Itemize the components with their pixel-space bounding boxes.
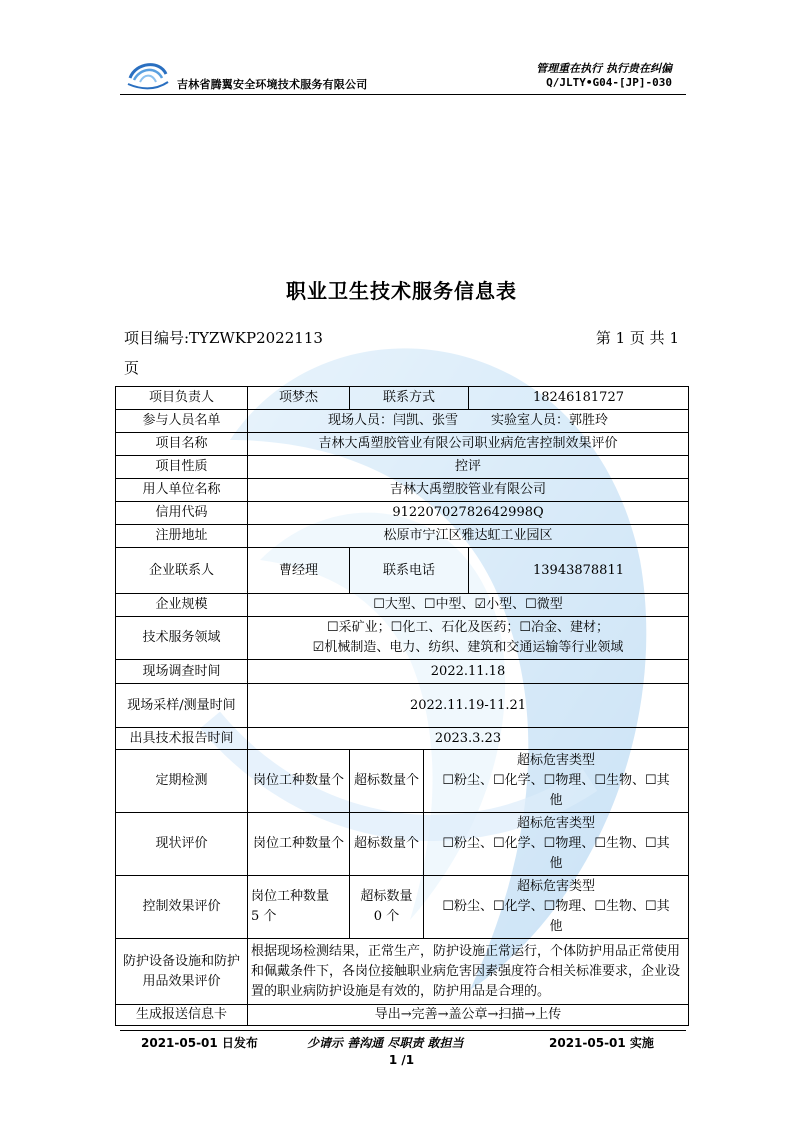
table-row: [116, 939, 689, 1005]
periodic-hazard: [424, 750, 689, 813]
table-row: [116, 728, 689, 750]
control-positions-count: 5 个: [251, 909, 277, 924]
contact-method-label: 联系方式: [350, 387, 469, 410]
project-type-value: 控评: [248, 456, 689, 479]
staff-label: 参与人员名单: [116, 410, 248, 433]
company-logo-icon: [126, 56, 170, 92]
control-exceed: [350, 876, 424, 939]
domain-line-1: ☐采矿业；☐化工、石化及医药；☐冶金、建材；: [327, 620, 609, 635]
survey-time-label: 现场调查时间: [116, 660, 248, 684]
status-positions: 岗位工种数量个: [248, 813, 350, 876]
report-time-value: 2023.3.23: [248, 728, 689, 750]
domain-label: 技术服务领域: [116, 617, 248, 660]
table-row: [116, 750, 689, 813]
service-info-table: [115, 386, 689, 1026]
effective-date: 2021-05-01 实施: [549, 1036, 654, 1050]
hazard-title: 超标危害类型: [517, 753, 596, 768]
control-label: 控制效果评价: [116, 876, 248, 939]
table-row: [116, 1005, 689, 1026]
document-code: Q/JLTY•G04-[JP]-030: [546, 76, 672, 89]
report-card-label: 生成报送信息卡: [116, 1005, 248, 1026]
hazard-options-wrap: 他: [549, 793, 563, 808]
control-exceed-label: 超标数量: [360, 889, 413, 904]
hazard-options-wrap: 他: [549, 856, 563, 871]
table-row: [116, 525, 689, 548]
hazard-options: ☐粉尘、☐化学、☐物理、☐生物、☐其: [442, 773, 670, 788]
protection-value: 根据现场检测结果，正常生产，防护设施正常运行，个体防护用品正常使用和佩戴条件下，各岗位接触职业病危害因素强度符合相关标准要求，企业设置的职业病防护设施是有效的，防护用品是合理的。: [248, 939, 689, 1005]
hazard-options-wrap: 他: [549, 919, 563, 934]
staff-field: 现场人员：闫凯、张雪: [327, 413, 458, 428]
project-type-label: 项目性质: [116, 456, 248, 479]
periodic-positions: 岗位工种数量个: [248, 750, 350, 813]
staff-value: [248, 410, 689, 433]
enterprise-contact-value: 曹经理: [248, 548, 350, 594]
sampling-time-value: 2022.11.19-11.21: [248, 684, 689, 728]
table-row: [116, 594, 689, 617]
publish-date: 2021-05-01 日发布: [141, 1036, 258, 1050]
survey-time-value: 2022.11.18: [248, 660, 689, 684]
status-hazard: [424, 813, 689, 876]
page-title: 职业卫生技术服务信息表: [286, 279, 517, 303]
leader-value: 项梦杰: [248, 387, 350, 410]
contact-phone-value: 13943878811: [469, 548, 689, 594]
hazard-options: ☐粉尘、☐化学、☐物理、☐生物、☐其: [442, 899, 670, 914]
hazard-options: ☐粉尘、☐化学、☐物理、☐生物、☐其: [442, 836, 670, 851]
control-hazard: [424, 876, 689, 939]
report-card-value: 导出→完善→盖公章→扫描→上传: [248, 1005, 689, 1026]
sampling-time-label: 现场采样/测量时间: [116, 684, 248, 728]
hazard-title: 超标危害类型: [517, 816, 596, 831]
employer-value: 吉林大禹塑胶管业有限公司: [248, 479, 689, 502]
employer-label: 用人单位名称: [116, 479, 248, 502]
table-row: [116, 876, 689, 939]
scale-value: ☐大型、☐中型、☑小型、☐微型: [248, 594, 689, 617]
project-name-value: 吉林大禹塑胶管业有限公司职业病危害控制效果评价: [248, 433, 689, 456]
table-row: [116, 502, 689, 525]
company-name: 吉林省腾翼安全环境技术服务有限公司: [177, 78, 368, 91]
footer-page-number: 1 /1: [388, 1053, 415, 1067]
domain-line-2: ☑机械制造、电力、纺织、建筑和交通运输等行业领域: [312, 640, 624, 655]
footer-divider: [120, 1030, 686, 1031]
table-row: [116, 813, 689, 876]
company-motto: 管理重在执行 执行贵在纠偏: [536, 62, 672, 75]
table-row: [116, 684, 689, 728]
report-time-label: 出具技术报告时间: [116, 728, 248, 750]
control-positions-label: 岗位工种数量: [251, 889, 330, 904]
phone-value: 18246181727: [469, 387, 689, 410]
table-row: [116, 456, 689, 479]
address-label: 注册地址: [116, 525, 248, 548]
table-row: [116, 660, 689, 684]
table-row: [116, 617, 689, 660]
domain-value: [248, 617, 689, 660]
table-row: [116, 433, 689, 456]
credit-code-value: 91220702782642998Q: [248, 502, 689, 525]
control-exceed-count: 0 个: [373, 909, 400, 924]
project-number: 项目编号:TYZWKP2022113: [124, 329, 323, 347]
page-indicator-wrap: 页: [124, 359, 140, 377]
scale-label: 企业规模: [116, 594, 248, 617]
periodic-exceed: 超标数量个: [350, 750, 424, 813]
table-row: [116, 548, 689, 594]
address-value: 松原市宁江区雅达虹工业园区: [248, 525, 689, 548]
staff-lab: 实验室人员：郭胜玲: [491, 413, 609, 428]
leader-label: 项目负责人: [116, 387, 248, 410]
table-row: [116, 387, 689, 410]
enterprise-contact-label: 企业联系人: [116, 548, 248, 594]
contact-phone-label: 联系电话: [350, 548, 469, 594]
hazard-title: 超标危害类型: [517, 879, 596, 894]
status-label: 现状评价: [116, 813, 248, 876]
footer-slogan: 少请示 善沟通 尽职责 敢担当: [307, 1036, 464, 1050]
header-divider: [120, 94, 686, 95]
project-name-label: 项目名称: [116, 433, 248, 456]
status-exceed: 超标数量个: [350, 813, 424, 876]
protection-label: 防护设备设施和防护用品效果评价: [116, 939, 248, 1005]
table-row: [116, 410, 689, 433]
control-positions: [248, 876, 350, 939]
page-indicator: 第 1 页 共 1: [595, 329, 679, 347]
table-row: [116, 479, 689, 502]
credit-code-label: 信用代码: [116, 502, 248, 525]
periodic-label: 定期检测: [116, 750, 248, 813]
